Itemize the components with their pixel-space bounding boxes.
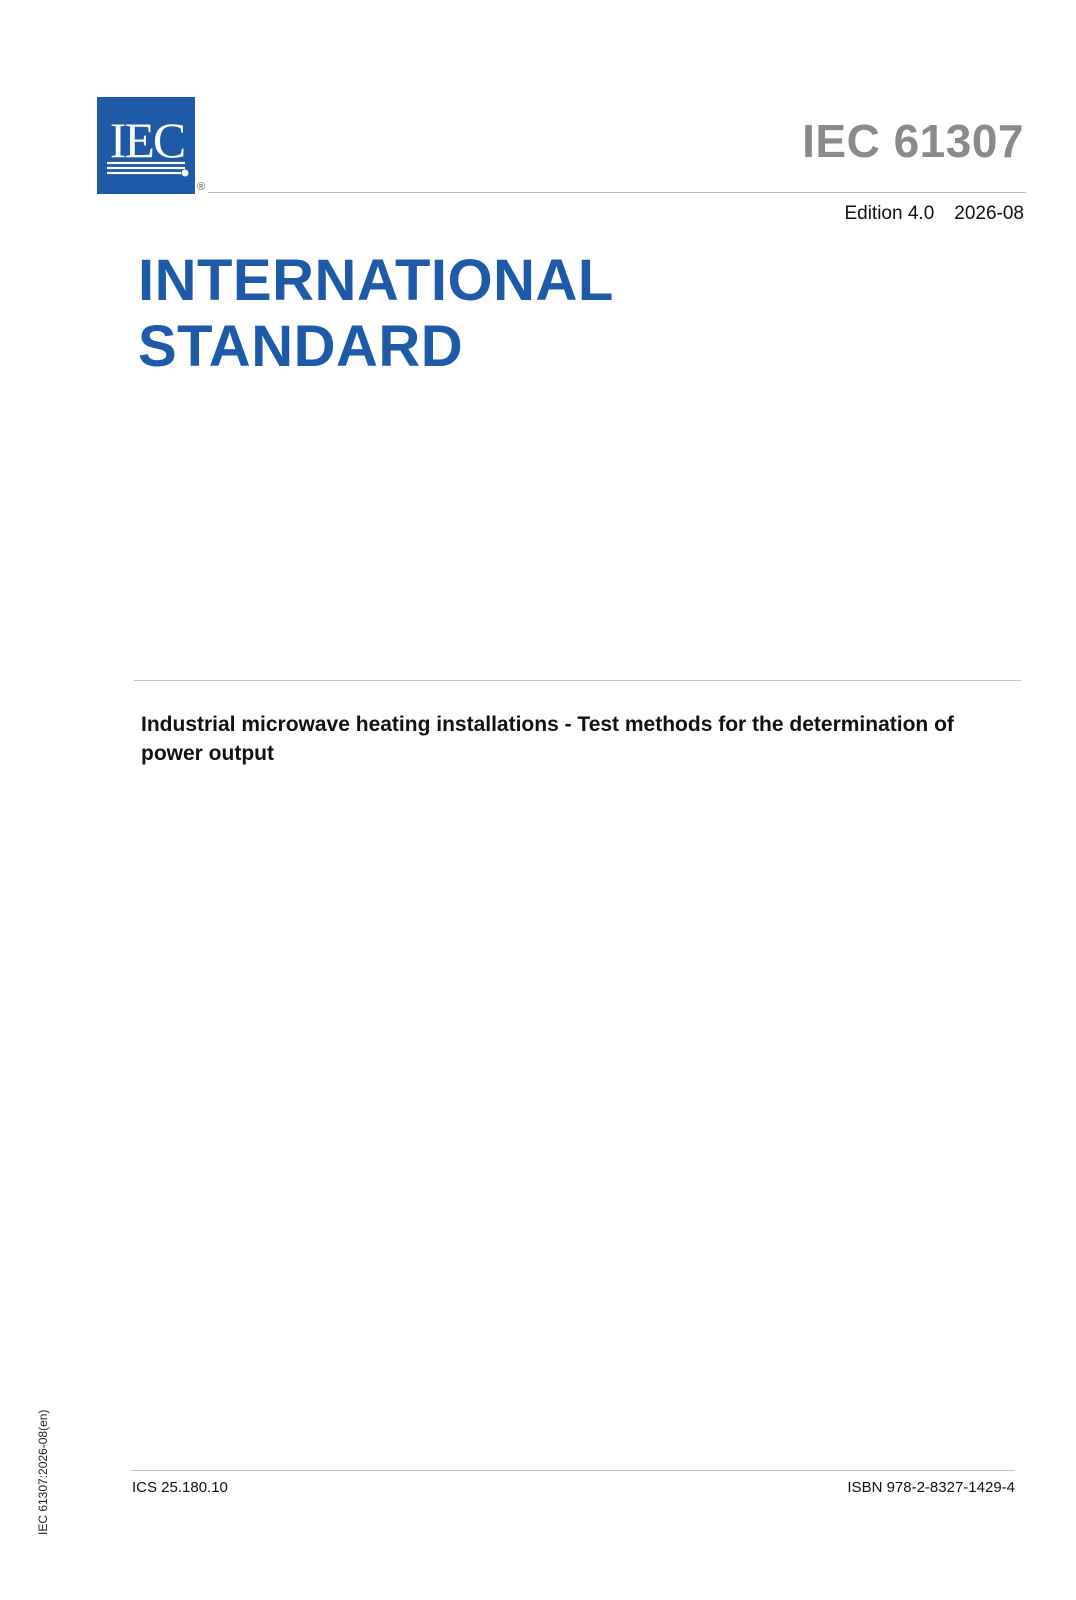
- document-subject: Industrial microwave heating installations - Test methods for the determination of power output: [141, 713, 954, 765]
- svg-text:IEC: IEC: [109, 112, 185, 168]
- edition-line: [844, 204, 1024, 223]
- iec-logo-mark: [97, 97, 195, 194]
- isbn-number: ISBN 978-2-8327-1429-4: [847, 1479, 1015, 1496]
- side-reference: IEC 61307:2026-08(en): [36, 1409, 50, 1535]
- title-divider: [134, 680, 1021, 681]
- publication-date: 2026-08: [954, 203, 1024, 224]
- document-id: IEC 61307: [802, 115, 1024, 167]
- footer-divider: [130, 1470, 1015, 1471]
- ics-code: ICS 25.180.10: [132, 1479, 228, 1496]
- registered-mark: ®: [197, 181, 206, 193]
- title-line-2: STANDARD: [138, 314, 464, 379]
- edition-label: Edition 4.0: [844, 203, 935, 224]
- page-title: [138, 248, 614, 380]
- header-divider: [208, 192, 1026, 193]
- iec-logo: [97, 97, 195, 194]
- title-line-1: INTERNATIONAL: [138, 248, 614, 313]
